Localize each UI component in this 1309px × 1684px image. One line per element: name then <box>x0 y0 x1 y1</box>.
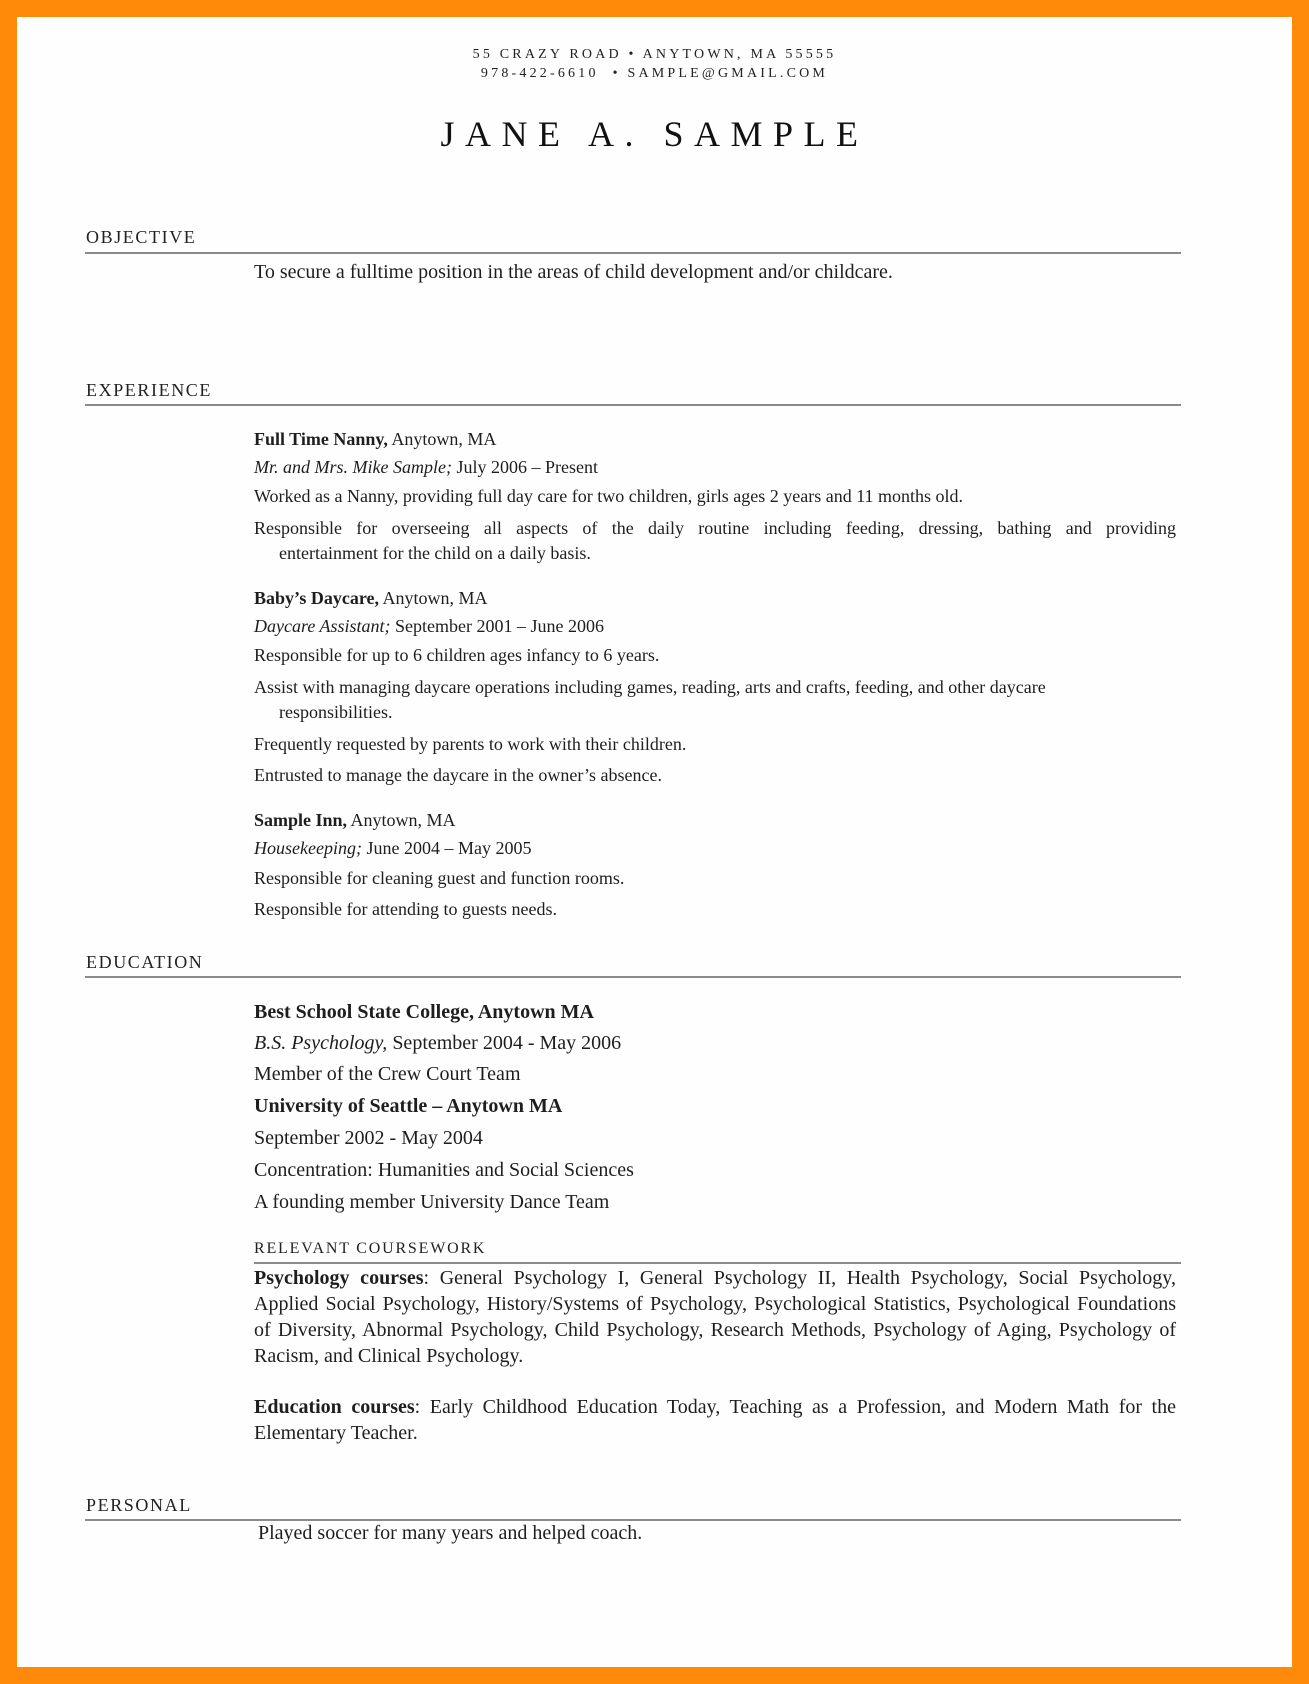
education-courses-list: : Early Childhood Education Today, Teaching as a Profession, and Modern Math for the Elementary Teacher. <box>254 1396 1176 1444</box>
job-bullet-continued: entertainment for the child on a daily basis. <box>279 543 591 563</box>
school-name: Best School State College, Anytown MA <box>254 1001 594 1023</box>
school-note: A founding member University Dance Team <box>254 1191 610 1213</box>
phone: 978-422-6610 <box>480 66 599 81</box>
job-role-line <box>254 616 604 637</box>
section-divider <box>85 252 1181 254</box>
job-dates: September 2001 – June 2006 <box>390 616 604 636</box>
job-bullet-continued: responsibilities. <box>279 702 393 722</box>
job-role-line <box>254 457 598 478</box>
degree-line <box>254 1032 621 1055</box>
school-name: University of Seattle – Anytown MA <box>254 1095 563 1117</box>
job-location: Anytown, MA <box>387 429 497 449</box>
candidate-name: JANE A. SAMPLE <box>440 114 869 154</box>
job-bullet: Responsible for up to 6 children ages infancy to 6 years. <box>254 645 660 665</box>
job-location: Anytown, MA <box>347 810 456 830</box>
personal-text: Played soccer for many years and helped coach. <box>258 1522 643 1544</box>
section-divider <box>85 404 1181 406</box>
section-heading-personal: PERSONAL <box>86 1495 192 1515</box>
job-bullet: Responsible for cleaning guest and function rooms. <box>254 868 625 888</box>
job-bullet: Assist with managing daycare operations including games, reading, arts and crafts, feeding, and other daycare <box>254 677 1046 697</box>
section-heading-experience: EXPERIENCE <box>86 380 212 400</box>
job-bullet: Entrusted to manage the daycare in the owner’s absence. <box>254 765 663 785</box>
job-role-line <box>254 838 531 859</box>
job-bullet: Frequently requested by parents to work with their children. <box>254 734 687 754</box>
section-divider <box>85 976 1181 978</box>
psychology-courses-label: Psychology courses <box>254 1267 424 1289</box>
education-courses <box>254 1394 1176 1446</box>
degree: B.S. Psychology, <box>254 1032 388 1054</box>
job-title-line <box>254 810 456 831</box>
job-role: Housekeeping; <box>254 838 362 858</box>
school-dates: September 2002 - May 2004 <box>254 1127 483 1149</box>
job-title-line <box>254 588 488 609</box>
job-employer: Full Time Nanny, <box>254 429 388 449</box>
address-line: 55 CRAZY ROAD • ANYTOWN, MA 55555 <box>472 47 837 62</box>
job-location: Anytown, MA <box>379 588 488 608</box>
education-courses-label: Education courses <box>254 1396 415 1418</box>
contact-line <box>0 66 1309 82</box>
section-heading-objective: OBJECTIVE <box>86 227 197 247</box>
section-divider <box>85 1519 1181 1521</box>
objective-text: To secure a fulltime position in the areas of child development and/or childcare. <box>254 261 893 283</box>
job-employer: Baby’s Daycare, <box>254 588 379 608</box>
email: • SAMPLE@GMAIL.COM <box>612 66 829 81</box>
job-bullet: Responsible for overseeing all aspects of the daily routine including feeding, dressing, bathing and providing <box>254 518 1176 538</box>
job-dates: July 2006 – Present <box>451 457 598 477</box>
concentration: Concentration: Humanities and Social Sciences <box>254 1159 634 1181</box>
job-title-line <box>254 429 496 450</box>
psychology-courses <box>254 1265 1176 1369</box>
job-role: Mr. and Mrs. Mike Sample; <box>254 457 452 477</box>
job-dates: June 2004 – May 2005 <box>361 838 532 858</box>
job-bullet: Responsible for attending to guests needs. <box>254 899 557 919</box>
psychology-courses-list: : General Psychology I, General Psychology II, Health Psychology, Social Psychology, Applied Social Psychology, History/Systems of Psychology, Psychological Statistics, Psychological Foundations of Diversity, Abnormal Psychology, Child Psychology, Research Methods, Psychology of Aging, Psychology of Racism, and Clinical Psychology. <box>254 1267 1176 1367</box>
job-bullet: Worked as a Nanny, providing full day care for two children, girls ages 2 years and 11 months old. <box>254 486 964 506</box>
subsection-heading-coursework: RELEVANT COURSEWORK <box>254 1240 487 1257</box>
section-heading-education: EDUCATION <box>86 952 204 972</box>
school-note: Member of the Crew Court Team <box>254 1063 521 1085</box>
job-role: Daycare Assistant; <box>254 616 391 636</box>
job-employer: Sample Inn, <box>254 810 348 830</box>
degree-dates: September 2004 - May 2006 <box>387 1032 622 1054</box>
subsection-divider <box>254 1262 1181 1264</box>
